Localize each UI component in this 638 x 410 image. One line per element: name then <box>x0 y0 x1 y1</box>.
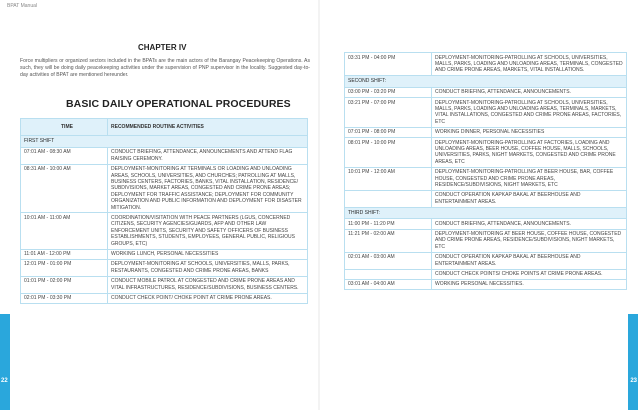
table-row <box>345 127 627 137</box>
first-shift-label: FIRST SHIFT <box>21 136 308 147</box>
time-cell: 11:00 PM - 11:20 PM <box>345 219 432 229</box>
table-row <box>21 276 308 293</box>
left-edge-tab <box>0 314 10 410</box>
left-schedule-table <box>20 118 308 304</box>
activity-column-header: RECOMMENDED ROUTINE ACTIVITIES <box>108 119 308 136</box>
third-shift-label: THIRD SHIFT: <box>345 207 627 218</box>
page-number-left: 22 <box>1 378 8 384</box>
time-cell: 03:00 PM - 03:20 PM <box>345 87 432 97</box>
time-cell: 11:21 PM - 02:00 AM <box>345 229 432 252</box>
time-cell: 08:31 AM - 10:00 AM <box>21 164 108 213</box>
time-cell: 01:01 PM - 02:00 PM <box>21 276 108 293</box>
running-head: BPAT Manual <box>7 3 38 9</box>
second-shift-label: SECOND SHIFT: <box>345 76 627 87</box>
activity-cell: WORKING PERSONAL NECESSITIES. <box>432 279 627 289</box>
chapter-heading: CHAPTER IV <box>138 43 187 52</box>
table-row <box>345 138 627 168</box>
time-cell <box>345 190 432 207</box>
table-row <box>345 98 627 128</box>
table-row <box>345 190 627 207</box>
time-cell: 02:01 AM - 03:00 AM <box>345 252 432 269</box>
activity-cell: DEPLOYMENT-MONITORING AT BEER HOUSE, COFFEE HOUSE, CONGESTED AND CRIME PRONE AREAS, RESIDENCE/SUBDIVISIONS, NIGHT MARKETS, ETC <box>432 229 627 252</box>
shift-row <box>21 136 308 147</box>
table-row <box>345 87 627 97</box>
activity-cell: WORKING DINNER, PERSONAL NECESSITIES <box>432 127 627 137</box>
activity-cell: DEPLOYMENT-MONITORING AT TERMINALS OR LOADING AND UNLOADING AREAS, SCHOOLS, UNIVERSITIES, AND CHURCHES; PATROLLING AT MALLS, BUSINESS CENTERS, FACTORIES, BANKS, VITAL INSTALLATION, RESIDENCE/ SUBDIVISIONS, MARKET AREAS, CONGESTED AND CRIME PRONE AREAS; DEPLOYMENT FOR TRAFFIC ASSISTANCE; DEPLOYMENT FOR COMMUNITY ORGANIZATION AND PUBLIC INFORMATION AND DEPLOYMENT FOR DISASTER MITIGATION. <box>108 164 308 213</box>
activity-cell: CONDUCT BRIEFING, ATTENDANCE, ANNOUNCEMENTS. <box>432 87 627 97</box>
table-row <box>21 293 308 303</box>
table-row <box>21 147 308 164</box>
time-cell: 07:01 AM - 08:30 AM <box>21 147 108 164</box>
activity-cell: DEPLOYMENT-MONITORING-PATROLLING AT SCHOOLS, UNIVERSITIES, MALLS, PARKS, LOADING AND UNLOADING AREAS, TERMINALS, MARKETS, VITAL INSTALLATIONS, CONGESTED AND CRIME PRONE AREAS, FACTORIES, ETC <box>432 98 627 128</box>
time-cell: 03:31 PM - 04:00 PM <box>345 53 432 76</box>
activity-cell: CONDUCT CHECK POINTS/ CHOKE POINTS AT CRIME PRONE AREAS. <box>432 269 627 279</box>
activity-cell: DEPLOYMENT-MONITORING AT SCHOOLS, UNIVERSITIES, MALLS, PARKS, RESTAURANTS, CONGESTED AND CRIME PRONE AREAS, BANKS <box>108 259 308 276</box>
activity-cell: WORKING LUNCH, PERSONAL NECESSITIES <box>108 249 308 259</box>
activity-cell: COORDINATION/VISITATION WITH PEACE PARTNERS (LGUS, CONCERNED CITIZENS, SECURITY AGENCIES/GUARDS, AFP AND OTHER LAW ENFORCEMENT UNITS, SECURITY AND SAFETY OFFICERS OF BUSINESS ESTABLISHMENTS, STUDENTS, EMPLOYEES, GENERAL PUBLIC, RELIGIOUS GROUPS, ETC) <box>108 213 308 249</box>
activity-cell: CONDUCT BRIEFING, ATTENDANCE, ANNOUNCEMENTS AND ATTEND FLAG RAISING CEREMONY. <box>108 147 308 164</box>
right-edge-tab <box>628 314 638 410</box>
time-cell: 03:01 AM - 04:00 AM <box>345 279 432 289</box>
activity-cell: DEPLOYMENT-MONITORING-PATROLLING AT BEER HOUSE, BAR, COFFEE HOUSE, CONGESTED AND CRIME PRONE AREAS, RESIDENCE/SUBDIVISIONS, NIGHT MARKETS, ETC <box>432 167 627 190</box>
time-cell: 11:01 AM - 12:00 PM <box>21 249 108 259</box>
shift-row <box>345 76 627 87</box>
table-row <box>21 164 308 213</box>
time-cell: 12:01 PM - 01:00 PM <box>21 259 108 276</box>
table-row <box>21 213 308 249</box>
activity-cell: CONDUCT MOBILE PATROL AT CONGESTED AND CRIME PRONE AREAS AND VITAL INFRASTRUCTURES, RESIDENCE/SUBDIVISIONS, BUSINESS CENTERS. <box>108 276 308 293</box>
right-schedule-table <box>344 52 627 290</box>
shift-row <box>345 207 627 218</box>
page-number-right: 23 <box>630 378 637 384</box>
time-cell: 10:01 AM - 11:00 AM <box>21 213 108 249</box>
activity-cell: CONDUCT BRIEFING, ATTENDANCE, ANNOUNCEMENTS. <box>432 219 627 229</box>
table-row <box>21 259 308 276</box>
table-row <box>345 229 627 252</box>
table-row <box>345 269 627 279</box>
time-cell: 02:01 PM - 03:30 PM <box>21 293 108 303</box>
page-gutter <box>318 0 320 410</box>
table-row <box>345 279 627 289</box>
time-cell <box>345 269 432 279</box>
time-cell: 10:01 PM - 12:00 AM <box>345 167 432 190</box>
table-header-row <box>21 119 308 136</box>
section-title: BASIC DAILY OPERATIONAL PROCEDURES <box>66 98 291 110</box>
activity-cell: CONDUCT OPERATION KAPKAP BAKAL AT BEERHOUSE AND ENTERTAINMENT AREAS. <box>432 252 627 269</box>
activity-cell: CONDUCT CHECK POINT/ CHOKE POINT AT CRIME PRONE AREAS. <box>108 293 308 303</box>
time-cell: 08:01 PM - 10:00 PM <box>345 138 432 168</box>
table-row <box>345 53 627 76</box>
activity-cell: DEPLOYMENT-MONITORING-PATROLLING AT SCHOOLS, UNIVERSITIES, MALLS, PARKS, LOADING AND UNLOADING AREAS, TERMINALS, CONGESTED AND CRIME PRONE AREAS, MARKETS, VITAL INSTALLATIONS. <box>432 53 627 76</box>
table-row <box>345 252 627 269</box>
time-cell: 07:01 PM - 08:00 PM <box>345 127 432 137</box>
activity-cell: CONDUCT OPERATION KAPKAP BAKAL AT BEERHOUSE AND ENTERTAINMENT AREAS. <box>432 190 627 207</box>
table-row <box>345 219 627 229</box>
table-row <box>21 249 308 259</box>
time-column-header: TIME <box>21 119 108 136</box>
activity-cell: DEPLOYMENT-MONITORING-PATROLLING AT FACTORIES, LOADING AND UNLOADING AREAS, BEER HOUSE, COFFEE HOUSE, MALLS, SCHOOLS, UNIVERSITIES, PARKS, NIGHT MARKETS, CONGESTED AND CRIME PRONE AREAS, ETC <box>432 138 627 168</box>
time-cell: 03:21 PM - 07:00 PM <box>345 98 432 128</box>
intro-paragraph: Force multipliers or organized sectors included in the BPATs are the main actors of the Barangay Peacekeeping Operations. As such, they will be doing daily peacekeeping activities under the supervision of PNP supervisor in the locality. Suggested day-to-day activities of BPAT are mentioned hereunder. <box>20 58 310 78</box>
table-row <box>345 167 627 190</box>
